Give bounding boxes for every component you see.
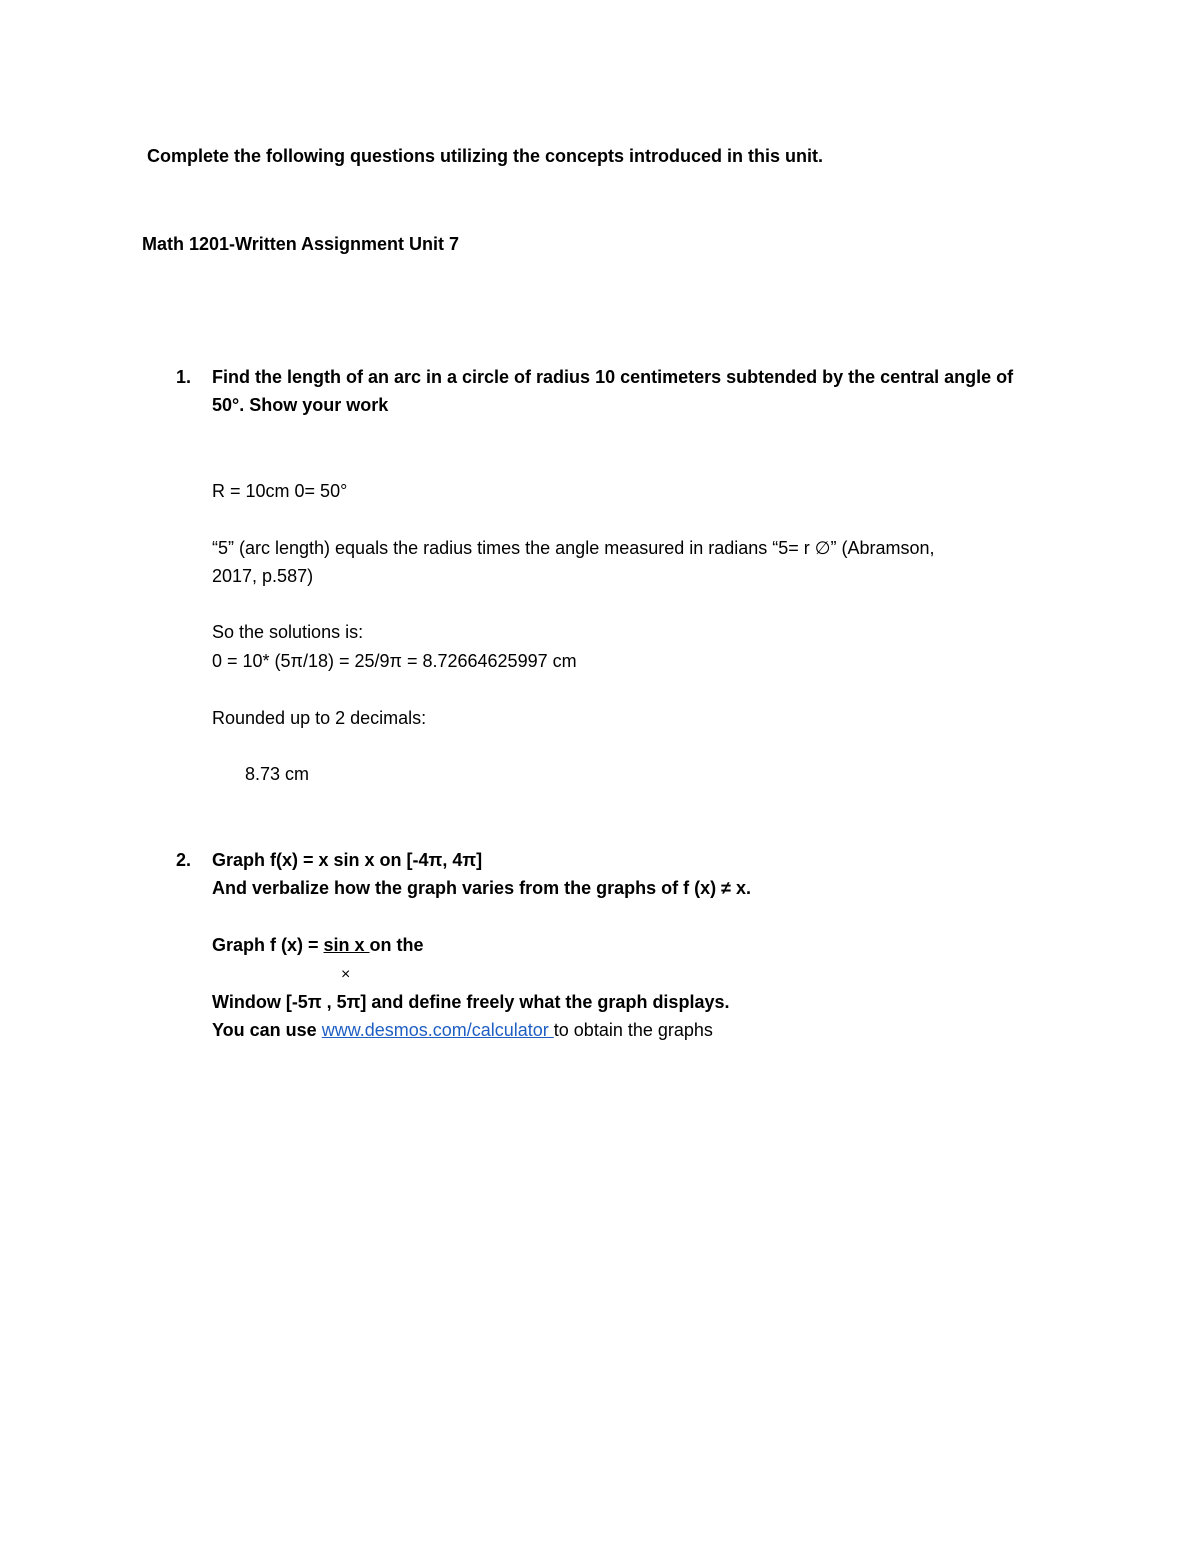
- q1-rounded-value: 8.73 cm: [245, 764, 310, 784]
- question-2-line5: [212, 1016, 713, 1044]
- instructions-text: Complete the following questions utilizing the concepts introduced in this unit.: [147, 146, 823, 166]
- question-2-line4: Window [-5π , 5π] and define freely what the graph displays.: [212, 992, 730, 1012]
- q1-solution-label: So the solutions is:: [212, 622, 364, 642]
- q1-explanation-line2: 2017, p.587): [212, 566, 314, 586]
- question-1-prompt-line2: 50°. Show your work: [212, 395, 389, 415]
- q1-explanation-line1: “5” (arc length) equals the radius times the angle measured in radians “5= r ∅” (Abramson,: [212, 538, 935, 558]
- assignment-title: Math 1201-Written Assignment Unit 7: [142, 234, 460, 254]
- question-2-number: 2.: [176, 850, 192, 870]
- desmos-link[interactable]: www.desmos.com/calculator: [321, 1020, 554, 1040]
- question-2-line3: [212, 931, 424, 959]
- q2-line3-suffix: on the: [369, 935, 424, 955]
- q1-given-values: R = 10cm 0= 50°: [212, 481, 348, 501]
- q2-line5-suffix: to obtain the graphs: [553, 1020, 713, 1040]
- q1-solution: 0 = 10* (5π/18) = 25/9π = 8.72664625997 cm: [212, 651, 577, 671]
- q2-fraction-numerator: sin x: [323, 935, 370, 955]
- q2-line3-prefix: Graph f (x) =: [212, 935, 324, 955]
- q2-fraction-denominator: ×: [341, 966, 351, 983]
- question-2-line1: Graph f(x) = x sin x on [-4π, 4π]: [212, 850, 483, 870]
- question-1-prompt-line1: Find the length of an arc in a circle of radius 10 centimeters subtended by the central angle of: [212, 367, 1014, 387]
- question-1-number: 1.: [176, 367, 192, 387]
- q1-rounded-label: Rounded up to 2 decimals:: [212, 708, 427, 728]
- q2-line5-prefix: You can use: [212, 1020, 322, 1040]
- question-2-line2: And verbalize how the graph varies from the graphs of f (x) ≠ x.: [212, 878, 751, 898]
